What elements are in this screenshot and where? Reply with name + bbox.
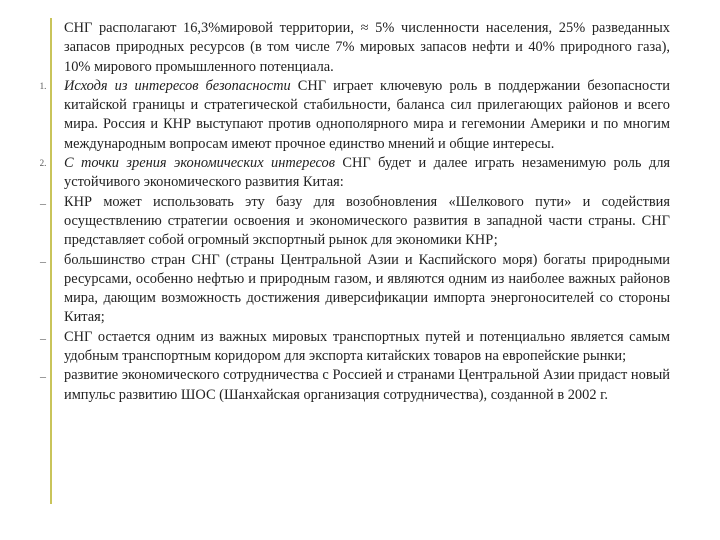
bullet-resources <box>40 251 670 328</box>
paragraph-economic <box>39 154 670 193</box>
bullet-dash: – <box>40 195 46 210</box>
list-number: 1. <box>39 80 47 91</box>
bullet-silk-road <box>40 193 670 251</box>
bullet-transport <box>40 328 670 367</box>
paragraph-text: КНР может использовать эту базу для возобновления «Шелкового пути» и содействия осуществлению стратегии освоения и экономического развития в западной части страны. СНГ представляет собой огромный экспортный рынок для экономики КНР; <box>64 193 670 249</box>
paragraph-intro <box>64 19 670 77</box>
paragraph-text: большинство стран СНГ (страны Центральной Азии и Каспийского моря) богаты природными ресурсами, особенно нефтью и природным газом, и являются одним из наиболее важных районов мира, дающим возможность достижения диверсификации импорта энергоносителей со стороны Китая; <box>64 251 670 326</box>
bullet-dash: – <box>40 253 46 268</box>
paragraph-italic-lead: Исходя из интересов безопасности <box>64 77 291 94</box>
paragraph-text: СНГ будет и далее играть незаменимую роль для устойчивого экономического развития Китая: <box>64 155 670 191</box>
bullet-dash: – <box>40 369 46 384</box>
paragraph-text: СНГ располагают 16,3%мировой территории, ≈ 5% численности населения, 25% разведанных запасов природных ресурсов (в том числе 7% мировых запасов нефти и 40% природного газа), 10% мирового промышленного потенциала. <box>64 20 670 75</box>
bullet-dash: – <box>40 330 46 345</box>
list-number: 2. <box>39 158 47 169</box>
paragraph-italic-lead: С точки зрения экономических интересов <box>64 155 336 172</box>
paragraph-text: развитие экономического сотрудничества с Россией и странами Центральной Азии придаст новый импульс развитию ШОС (Шанхайская организация сотрудничества), созданной в 2002 г. <box>64 367 670 403</box>
paragraph-security <box>39 77 670 154</box>
bullet-sco <box>40 366 670 405</box>
paragraph-text: СНГ играет ключевую роль в поддержании безопасности китайской границы и стратегической стабильности, баланса сил прилегающих районов и всего мира. Россия и КНР выступают против однополярного мира и гегемонии Америки и по многим международным вопросам имеют прочное единство мнений и общие интересы. <box>64 77 670 152</box>
paragraph-text: СНГ остается одним из важных мировых транспортных путей и потенциально является самым удобным транспортным коридором для экспорта китайских товаров на европейские рынки; <box>64 328 670 365</box>
slide-text <box>39 19 670 405</box>
